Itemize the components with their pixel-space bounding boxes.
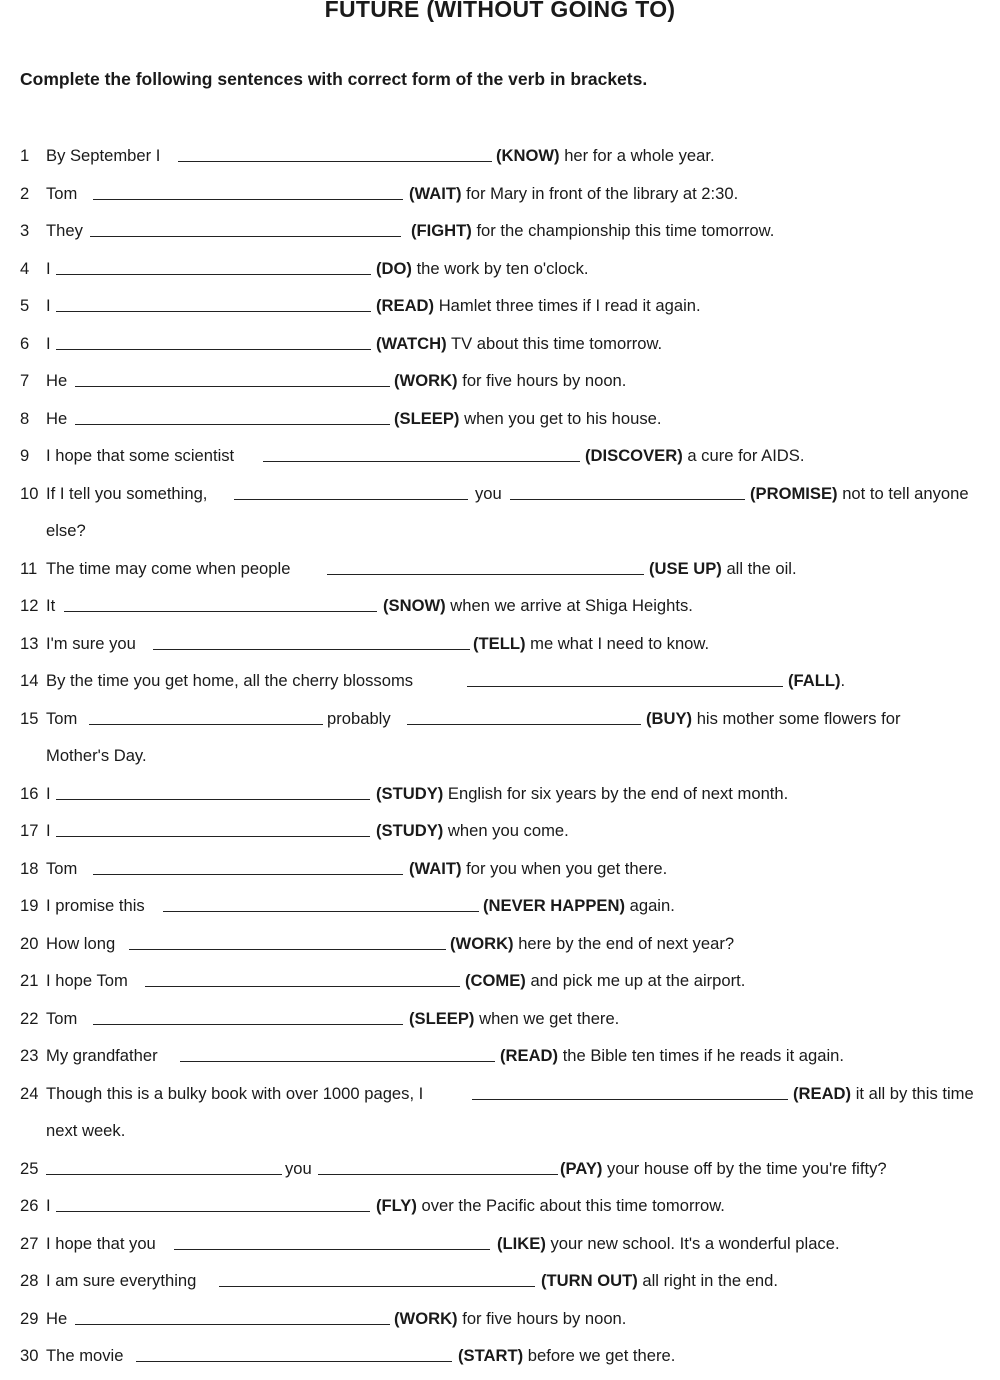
answer-blank[interactable]: [75, 386, 390, 387]
exercise-item: [20, 893, 1000, 919]
item-ending-text: all the oil.: [721, 559, 797, 578]
answer-blank[interactable]: [90, 236, 401, 237]
verb-in-brackets: (PROMISE): [750, 484, 838, 503]
item-tail: [649, 556, 797, 582]
item-ending-text: for you when you get there.: [461, 859, 668, 878]
exercise-item: [20, 593, 1000, 619]
verb-in-brackets: (TURN OUT): [541, 1271, 638, 1290]
verb-in-brackets: (KNOW): [496, 146, 560, 165]
exercise-item: [20, 1193, 1000, 1219]
item-tail: [394, 406, 662, 432]
item-tail: [500, 1043, 844, 1069]
verb-in-brackets: (FIGHT): [411, 221, 472, 240]
answer-blank[interactable]: [145, 986, 460, 987]
item-tail: [394, 1306, 626, 1332]
item-prompt-text: I: [46, 784, 51, 803]
item-prompt-text: Tom: [46, 859, 78, 878]
item-ending-text: .: [840, 671, 846, 690]
exercise-item: [20, 1268, 1000, 1294]
exercise-item: [20, 856, 1000, 882]
item-ending-text: for five hours by noon.: [457, 1309, 627, 1328]
item-ending-text: not to tell anyone: [837, 484, 969, 503]
item-number: 26: [20, 1196, 39, 1215]
verb-in-brackets: (STUDY): [376, 784, 444, 803]
item-continuation-text: else?: [46, 521, 86, 540]
answer-blank[interactable]: [129, 949, 446, 950]
exercise-item: [20, 256, 1000, 282]
item-tail: [376, 293, 701, 319]
item-ending-text: his mother some flowers for: [692, 709, 901, 728]
item-ending-text: for the championship this time tomorrow.: [471, 221, 775, 240]
answer-blank-second[interactable]: [407, 724, 641, 725]
item-tail: [750, 481, 969, 507]
answer-blank[interactable]: [56, 349, 371, 350]
verb-in-brackets: (WORK): [450, 934, 514, 953]
item-number: 23: [20, 1046, 39, 1065]
item-continuation-text: Mother's Day.: [46, 746, 147, 765]
item-number: 7: [20, 371, 30, 390]
item-number: 22: [20, 1009, 39, 1028]
item-ending-text: for five hours by noon.: [457, 371, 627, 390]
item-number: 4: [20, 259, 30, 278]
answer-blank[interactable]: [93, 1024, 403, 1025]
item-prompt-text: I: [46, 1196, 51, 1215]
item-number: 29: [20, 1309, 39, 1328]
verb-in-brackets: (WATCH): [376, 334, 447, 353]
item-prompt-text: He: [46, 409, 68, 428]
item-continuation-text: next week.: [46, 1121, 126, 1140]
exercise-item: [20, 631, 1000, 657]
item-number: 27: [20, 1234, 39, 1253]
answer-blank[interactable]: [75, 1324, 390, 1325]
item-ending-text: it all by this time: [851, 1084, 974, 1103]
answer-blank[interactable]: [327, 574, 644, 575]
verb-in-brackets: (PAY): [560, 1159, 603, 1178]
item-ending-text: your house off by the time you're fifty?: [602, 1159, 887, 1178]
answer-blank[interactable]: [180, 1061, 495, 1062]
item-prompt-text: I hope that some scientist: [46, 446, 235, 465]
item-number: 8: [20, 409, 30, 428]
item-tail: [496, 143, 715, 169]
item-tail: [409, 1006, 619, 1032]
item-number: 14: [20, 671, 39, 690]
item-connector-text: you: [285, 1159, 312, 1178]
item-prompt-text: Tom: [46, 1009, 78, 1028]
verb-in-brackets: (FALL): [788, 671, 841, 690]
answer-blank-second[interactable]: [510, 499, 745, 500]
item-tail: [473, 631, 709, 657]
answer-blank[interactable]: [56, 1211, 370, 1212]
item-ending-text: here by the end of next year?: [513, 934, 735, 953]
item-tail: [376, 1193, 725, 1219]
item-number: 5: [20, 296, 30, 315]
verb-in-brackets: (READ): [376, 296, 435, 315]
exercise-item: [20, 1081, 1000, 1107]
item-tail: [646, 706, 901, 732]
item-tail: [585, 443, 804, 469]
answer-blank[interactable]: [93, 874, 403, 875]
exercise-item: [20, 668, 1000, 694]
answer-blank[interactable]: [178, 161, 492, 162]
item-number: 24: [20, 1084, 39, 1103]
item-number: 21: [20, 971, 39, 990]
exercise-item: [20, 293, 1000, 319]
item-prompt-text: By the time you get home, all the cherry blossoms: [46, 671, 414, 690]
item-prompt-text: I hope Tom: [46, 971, 128, 990]
item-tail: [376, 818, 569, 844]
answer-blank[interactable]: [64, 611, 377, 612]
verb-in-brackets: (TELL): [473, 634, 526, 653]
exercise-item: [20, 368, 1000, 394]
item-number: 19: [20, 896, 39, 915]
exercise-item: [20, 1343, 1000, 1369]
item-tail: [560, 1156, 887, 1182]
exercise-item: [20, 706, 1000, 732]
item-tail: [411, 218, 774, 244]
item-prompt-text: I am sure everything: [46, 1271, 197, 1290]
exercise-item: [20, 931, 1000, 957]
item-ending-text: Hamlet three times if I read it again.: [434, 296, 701, 315]
item-prompt-text: My grandfather: [46, 1046, 158, 1065]
item-prompt-text: I'm sure you: [46, 634, 136, 653]
item-ending-text: all right in the end.: [637, 1271, 778, 1290]
answer-blank[interactable]: [263, 461, 580, 462]
verb-in-brackets: (COME): [465, 971, 526, 990]
answer-blank[interactable]: [234, 499, 468, 500]
answer-blank[interactable]: [472, 1099, 788, 1100]
verb-in-brackets: (LIKE): [497, 1234, 546, 1253]
answer-blank[interactable]: [56, 311, 371, 312]
item-connector-text: you: [475, 484, 502, 503]
answer-blank[interactable]: [174, 1249, 490, 1250]
item-prompt-text: I: [46, 821, 51, 840]
instruction-text: Complete the following sentences with correct form of the verb in brackets.: [20, 69, 648, 89]
exercise-item: [20, 331, 1000, 357]
item-number: 13: [20, 634, 39, 653]
worksheet-title: FUTURE (WITHOUT GOING TO): [324, 0, 676, 22]
answer-blank[interactable]: [89, 724, 323, 725]
verb-in-brackets: (STUDY): [376, 821, 444, 840]
item-ending-text: her for a whole year.: [559, 146, 715, 165]
exercise-item: [20, 1006, 1000, 1032]
item-tail: [409, 181, 738, 207]
item-number: 10: [20, 484, 39, 503]
item-tail: [793, 1081, 974, 1107]
item-prompt-text: The movie: [46, 1346, 124, 1365]
verb-in-brackets: (WAIT): [409, 184, 462, 203]
item-tail: [376, 781, 788, 807]
item-prompt-text: How long: [46, 934, 116, 953]
item-number: 1: [20, 146, 30, 165]
item-tail: [376, 256, 589, 282]
item-tail: [376, 331, 662, 357]
item-ending-text: the work by ten o'clock.: [411, 259, 589, 278]
answer-blank[interactable]: [136, 1361, 452, 1362]
verb-in-brackets: (WORK): [394, 371, 458, 390]
item-number: 20: [20, 934, 39, 953]
item-tail: [458, 1343, 675, 1369]
item-ending-text: TV about this time tomorrow.: [446, 334, 663, 353]
answer-blank-second[interactable]: [318, 1174, 558, 1175]
answer-blank[interactable]: [56, 274, 371, 275]
item-prompt-text: Tom: [46, 184, 78, 203]
exercise-item: [20, 143, 1000, 169]
verb-in-brackets: (DISCOVER): [585, 446, 683, 465]
item-tail: [409, 856, 667, 882]
item-ending-text: before we get there.: [523, 1346, 676, 1365]
item-ending-text: your new school. It's a wonderful place.: [545, 1234, 840, 1253]
answer-blank[interactable]: [219, 1286, 535, 1287]
item-connector-text: probably: [327, 709, 391, 728]
exercise-item: [20, 218, 1000, 244]
item-prompt-text: Tom: [46, 709, 78, 728]
item-prompt-text: I: [46, 259, 51, 278]
item-prompt-text: It: [46, 596, 56, 615]
item-prompt-text: If I tell you something,: [46, 484, 208, 503]
verb-in-brackets: (DO): [376, 259, 412, 278]
item-tail: [541, 1268, 778, 1294]
item-tail: [788, 668, 845, 694]
exercise-item: [20, 781, 1000, 807]
item-number: 25: [20, 1159, 39, 1178]
verb-in-brackets: (WAIT): [409, 859, 462, 878]
exercise-item: [20, 1043, 1000, 1069]
exercise-item: [20, 968, 1000, 994]
item-number: 28: [20, 1271, 39, 1290]
answer-blank[interactable]: [56, 836, 370, 837]
verb-in-brackets: (NEVER HAPPEN): [483, 896, 625, 915]
item-prompt-text: I: [46, 334, 51, 353]
item-prompt-text: I hope that you: [46, 1234, 156, 1253]
item-number: 17: [20, 821, 39, 840]
verb-in-brackets: (USE UP): [649, 559, 722, 578]
verb-in-brackets: (READ): [793, 1084, 852, 1103]
item-ending-text: over the Pacific about this time tomorrow.: [416, 1196, 725, 1215]
verb-in-brackets: (START): [458, 1346, 524, 1365]
item-tail: [465, 968, 745, 994]
verb-in-brackets: (BUY): [646, 709, 693, 728]
item-prompt-text: He: [46, 371, 68, 390]
exercise-item: [20, 443, 1000, 469]
item-ending-text: when we get there.: [474, 1009, 620, 1028]
verb-in-brackets: (READ): [500, 1046, 559, 1065]
item-number: 6: [20, 334, 30, 353]
item-tail: [383, 593, 693, 619]
item-prompt-text: By September I: [46, 146, 161, 165]
item-number: 30: [20, 1346, 39, 1365]
item-prompt-text: The time may come when people: [46, 559, 291, 578]
verb-in-brackets: (SNOW): [383, 596, 446, 615]
item-ending-text: English for six years by the end of next month.: [443, 784, 789, 803]
exercise-item: [20, 406, 1000, 432]
item-tail: [497, 1231, 840, 1257]
item-prompt-text: I: [46, 296, 51, 315]
verb-in-brackets: (SLEEP): [409, 1009, 475, 1028]
item-tail: [483, 893, 675, 919]
item-number: 11: [20, 559, 38, 578]
verb-in-brackets: (WORK): [394, 1309, 458, 1328]
item-ending-text: and pick me up at the airport.: [525, 971, 746, 990]
item-tail: [450, 931, 734, 957]
item-prompt-text: He: [46, 1309, 68, 1328]
answer-blank[interactable]: [153, 649, 470, 650]
item-ending-text: when you get to his house.: [459, 409, 662, 428]
item-ending-text: the Bible ten times if he reads it again.: [558, 1046, 845, 1065]
item-prompt-text: They: [46, 221, 83, 240]
exercise-item: [20, 181, 1000, 207]
exercise-item: [20, 1156, 1000, 1182]
item-ending-text: me what I need to know.: [525, 634, 710, 653]
exercise-item: [20, 556, 1000, 582]
answer-blank[interactable]: [75, 424, 390, 425]
exercise-item: [20, 1306, 1000, 1332]
item-number: 3: [20, 221, 30, 240]
item-tail: [394, 368, 626, 394]
item-ending-text: when you come.: [443, 821, 569, 840]
item-prompt-text: I promise this: [46, 896, 145, 915]
item-number: 18: [20, 859, 39, 878]
item-number: 2: [20, 184, 30, 203]
exercise-item: [20, 481, 1000, 507]
item-number: 16: [20, 784, 39, 803]
answer-blank[interactable]: [467, 686, 783, 687]
exercise-item: [20, 1231, 1000, 1257]
item-number: 15: [20, 709, 39, 728]
item-number: 9: [20, 446, 30, 465]
exercise-item: [20, 818, 1000, 844]
verb-in-brackets: (FLY): [376, 1196, 417, 1215]
answer-blank[interactable]: [163, 911, 479, 912]
answer-blank[interactable]: [56, 799, 370, 800]
item-number: 12: [20, 596, 39, 615]
item-ending-text: for Mary in front of the library at 2:30.: [461, 184, 739, 203]
item-prompt-text: Though this is a bulky book with over 1000 pages, I: [46, 1084, 424, 1103]
verb-in-brackets: (SLEEP): [394, 409, 460, 428]
answer-blank[interactable]: [93, 199, 403, 200]
item-ending-text: a cure for AIDS.: [682, 446, 805, 465]
item-ending-text: when we arrive at Shiga Heights.: [445, 596, 693, 615]
answer-blank[interactable]: [46, 1174, 282, 1175]
item-ending-text: again.: [625, 896, 675, 915]
